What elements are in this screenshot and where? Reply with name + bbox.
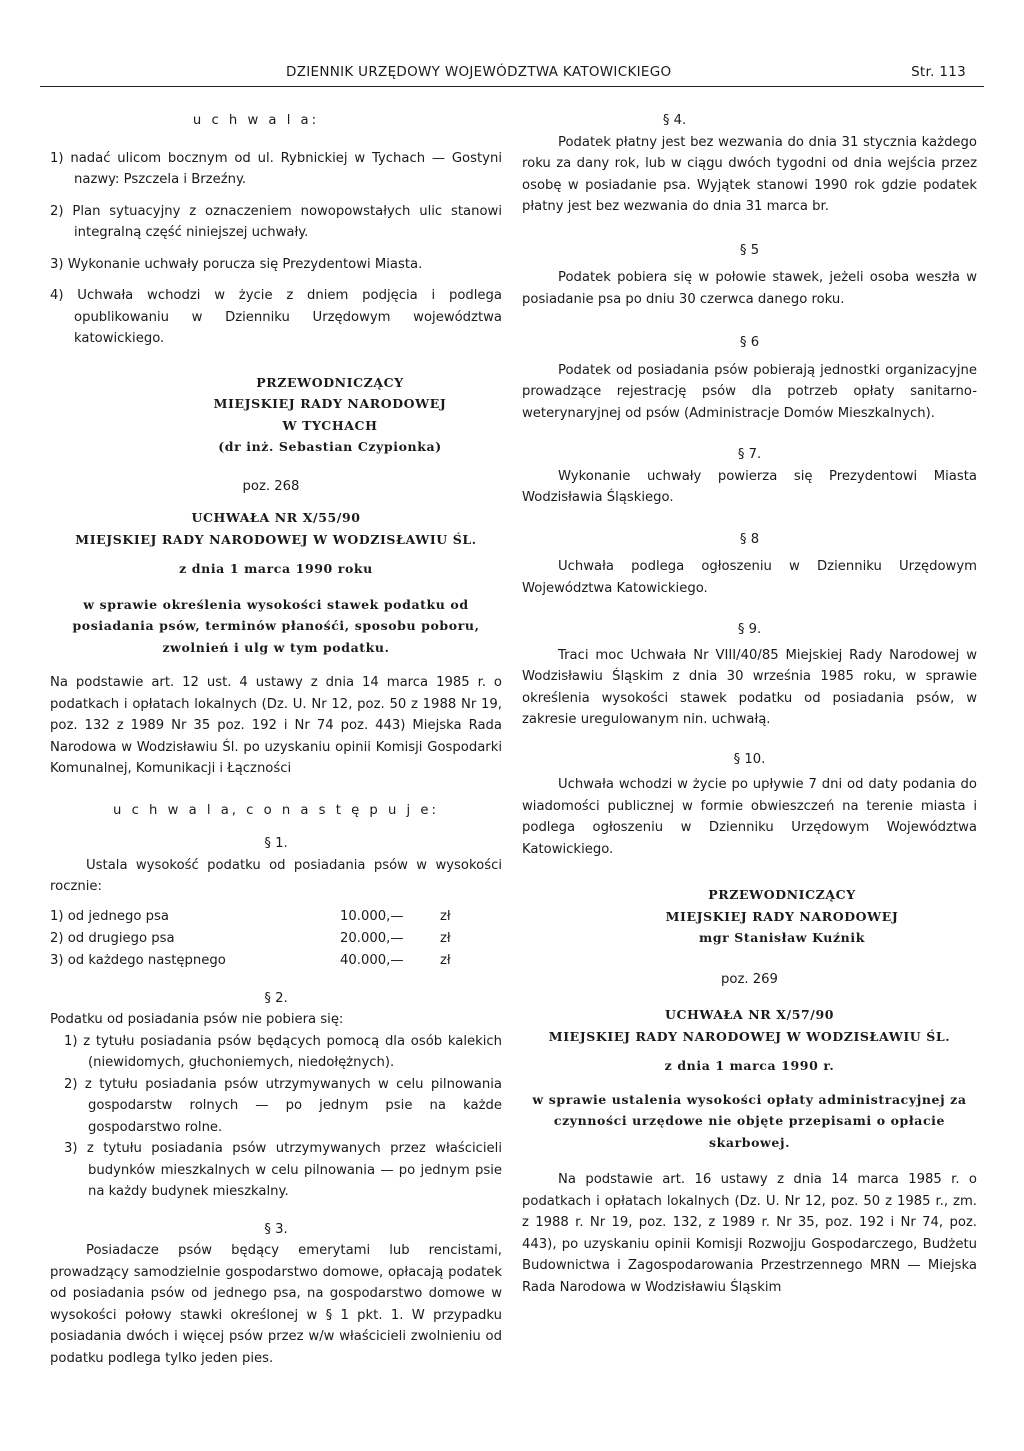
- signature-line-3: W TYCHACH: [282, 417, 378, 433]
- resolution-title: UCHWAŁA NR X/55/90: [191, 510, 361, 525]
- signature-block-wodzislaw: [612, 884, 952, 949]
- section-3-heading: § 3.: [264, 1221, 288, 1237]
- fee-row: [50, 928, 502, 950]
- resolution-date: z dnia 1 marca 1990 r.: [664, 1058, 835, 1073]
- section-6-text: Podatek od posiadania psów pobierają jednostki organizacyjne prowadzące rejestrację psów dla potrzeb opłaty sanitarno-weterynaryjnej od psów (Administracje Domów Mieszkalnych).: [522, 362, 977, 421]
- fee-label: 2) od drugiego psa: [50, 930, 175, 946]
- fee-label: 1) od jednego psa: [50, 908, 169, 924]
- signature-line-1: PRZEWODNICZĄCY: [256, 374, 404, 390]
- fee-row: [50, 950, 502, 972]
- section-4-text: Podatek płatny jest bez wezwania do dnia 31 stycznia każdego roku za dany rok, lub w ciągu dwóch tygodni od dnia wejścia przez osobę w posiadanie psa. Wyjątek stanowi 1990 rok gdzie podatek płatny jest bez wezwania do dnia 31 marca br.: [522, 134, 977, 214]
- exemption-item-3: 3) z tytułu posiadania psów utrzymywanych przez właścicieli budynków mieszkalnych w celu pilnowania — po jednym psie na każdy budynek mieszkalny.: [64, 1141, 502, 1199]
- fee-unit: zł: [440, 930, 451, 946]
- section-7-text: Wykonanie uchwały powierza się Prezydentowi Miasta Wodzisławia Śląskiego.: [522, 468, 977, 505]
- fee-amount: 40.000,—: [340, 952, 404, 968]
- fee-amount: 20.000,—: [340, 930, 404, 946]
- section-5-text: Podatek pobiera się w połowie stawek, jeżeli osoba weszła w posiadanie psa po dniu 30 czerwca danego roku.: [522, 270, 977, 307]
- decision-item-4: 4) Uchwała wchodzi w życie z dniem podjęcia i podlega opublikowaniu w Dzienniku Urzędowym województwa katowickiego.: [50, 288, 502, 346]
- section-9-text: Traci moc Uchwała Nr VIII/40/85 Miejskiej Rady Narodowej w Wodzisławiu Śląskim z dnia 30 września 1985 roku, w sprawie określenia wysokości stawek podatku od posiadania psów, w zakresie uregulowanym nin. uchwałą.: [522, 647, 977, 727]
- fee-unit: zł: [440, 908, 451, 924]
- signature-line-2: MIEJSKIEJ RADY NARODOWEJ: [665, 908, 899, 924]
- uchwala-heading: u c h w a l a:: [192, 113, 320, 128]
- resolution-subject: w sprawie ustalenia wysokości opłaty administracyjnej za czynności urzędowe nie objęte przepisami o opłacie skarbowej.: [532, 1091, 967, 1150]
- position-number: poz. 269: [721, 971, 778, 987]
- section-2-heading: § 2.: [264, 990, 288, 1006]
- page-header: [40, 64, 984, 86]
- preamble: Na podstawie art. 12 ust. 4 ustawy z dnia 14 marca 1985 r. o podatkach i opłatach lokalnych (Dz. U. Nr 12, poz. 50 z 1988 Nr 19, poz. 132 z 1989 Nr 35 poz. 192 i Nr 74 poz. 443) Miejska Rada Narodowa w Wodzisławiu Śl. po uzyskaniu opinii Komisji Gospodarki Komunalnej, Komunikacji i Łączności: [50, 675, 502, 776]
- decision-item-3: 3) Wykonanie uchwały porucza się Prezydentowi Miasta.: [50, 256, 423, 272]
- section-10-text: Uchwała wchodzi w życie po upływie 7 dni od daty podania do wiadomości publicznej w formie obwieszczeń na terenie miasta i podlega ogłoszeniu w Dzienniku Urzędowym Województwa Katowickiego.: [522, 777, 977, 857]
- section-5-heading: § 5: [739, 242, 760, 258]
- right-column: [522, 110, 977, 1298]
- section-8-heading: § 8: [739, 531, 760, 547]
- resolution-title: UCHWAŁA NR X/57/90: [664, 1007, 835, 1022]
- section-3-text: Posiadacze psów będący emerytami lub rencistami, prowadzący samodzielnie gospodarstwo domowe, opłacają podatek od posiadania psów od jednego psa, na gospodarstwo domowe w wysokości połowy stawki określonej w § 1 pkt. 1. W przypadku posiadania dwóch i więcej psów przez w/w właścicieli zwolnieniu od podatku podlega tylko jeden pies.: [50, 1243, 502, 1366]
- decision-item-2: 2) Plan sytuacyjny z oznaczeniem nowopowstałych ulic stanowi integralną część niniejszej uchwały.: [50, 203, 502, 240]
- resolution-date: z dnia 1 marca 1990 roku: [179, 561, 373, 576]
- section-7-heading: § 7.: [737, 447, 762, 462]
- resolves-heading: u c h w a l a, c o n a s t ę p u j e:: [113, 802, 439, 818]
- fee-label: 3) od każdego następnego: [50, 952, 226, 968]
- resolution-council: MIEJSKIEJ RADY NARODOWEJ W WODZISŁAWIU ŚL.: [548, 1028, 951, 1044]
- signature-block-tychy: [180, 372, 480, 458]
- signature-line-1: PRZEWODNICZĄCY: [708, 887, 856, 902]
- section-1-heading: § 1.: [264, 836, 288, 851]
- section-6-heading: § 6: [739, 335, 760, 350]
- position-number: poz. 268: [242, 478, 300, 494]
- section-9-heading: § 9.: [737, 622, 762, 637]
- section-10-heading: § 10.: [733, 751, 766, 767]
- fee-row: [50, 906, 502, 928]
- preamble: Na podstawie art. 16 ustawy z dnia 14 marca 1985 r. o podatkach i opłatach lokalnych (Dz. U. Nr 12, poz. 50 z 1985 r., zm. z 1988 r. Nr 19, poz. 132, z 1989 r. Nr 35, poz. 192 i Nr 74, poz. 443), po uzyskaniu opinii Komisji Rozwojju Gospodarczego, Budżetu Budownictwa i Zagospodarowania Przestrzennego MRN — Miejska Rada Narodowa w Wodzisławiu Śląskim: [522, 1172, 977, 1295]
- signature-line-3: mgr Stanisław Kuźnik: [699, 930, 865, 945]
- signature-line-4: (dr inż. Sebastian Czypionka): [218, 439, 442, 454]
- resolution-subject: w sprawie określenia wysokości stawek podatku od posiadania psów, terminów płanośći, sposobu poboru, zwolnień i ulg w tym podatku.: [72, 596, 480, 655]
- fee-amount: 10.000,—: [340, 908, 404, 924]
- header-rule: [40, 86, 984, 87]
- section-1-text: Ustala wysokość podatku od posiadania psów w wysokości rocznie:: [50, 857, 502, 894]
- signature-line-2: MIEJSKIEJ RADY NARODOWEJ: [213, 396, 447, 411]
- section-8-text: Uchwała podlega ogłoszeniu w Dzienniku Urzędowym Województwa Katowickiego.: [522, 559, 977, 596]
- section-2-text: Podatku od posiadania psów nie pobiera się:: [50, 1012, 344, 1027]
- fee-unit: zł: [440, 952, 451, 968]
- resolution-council: MIEJSKIEJ RADY NARODOWEJ W WODZISŁAWIU ŚL.: [75, 531, 477, 547]
- section-4-heading: § 4.: [662, 113, 687, 128]
- exemption-item-2: 2) z tytułu posiadania psów utrzymywanych w celu pilnowania gospodarstw rolnych — po jednym psie na każde gospodarstwo rolne.: [64, 1076, 502, 1135]
- left-column: [50, 110, 502, 1369]
- decision-item-1: 1) nadać ulicom bocznym od ul. Rybnickiej w Tychach — Gostyni nazwy: Pszczela i Brzeźny.: [50, 150, 502, 187]
- journal-title: DZIENNIK URZĘDOWY WOJEWÓDZTWA KATOWICKIEGO: [286, 64, 672, 80]
- exemption-item-1: 1) z tytułu posiadania psów będących pomocą dla osób kalekich (niewidomych, głuchoniemych, niedołężnych).: [64, 1033, 502, 1070]
- page-number: Str. 113: [911, 64, 966, 80]
